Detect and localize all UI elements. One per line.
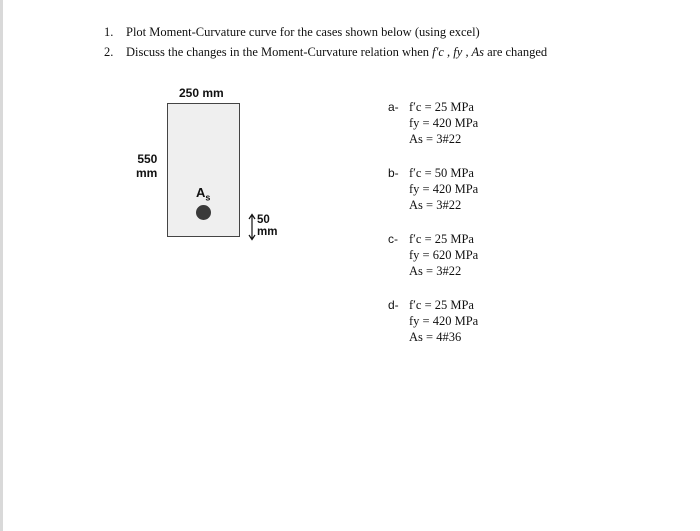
instruction-variables: f′c , fy , As [432, 45, 484, 59]
as-value: As = 3#22 [409, 132, 462, 146]
cover-unit: mm [257, 226, 278, 238]
fy-value: fy = 420 MPa [409, 314, 479, 328]
rebar-label-main: A [196, 185, 206, 200]
rebar-dot [196, 205, 211, 220]
rebar-label-sub: s [205, 192, 211, 203]
fy-value: fy = 420 MPa [409, 182, 479, 196]
case-letter: a- [388, 100, 399, 114]
cover-label [257, 214, 277, 238]
beam-width-label: 250 mm [179, 86, 224, 100]
as-value: As = 4#36 [409, 330, 462, 344]
instruction-number: 1. [104, 25, 114, 39]
instruction-text: Discuss the changes in the Moment-Curvature relation when [126, 45, 433, 59]
fy-value: fy = 620 MPa [409, 248, 479, 262]
as-value: As = 3#22 [409, 264, 462, 278]
instruction-text: Plot Moment-Curvature curve for the cases shown below (using excel) [126, 25, 480, 39]
case-letter: c- [388, 232, 398, 246]
case-parameters [409, 231, 478, 279]
as-value: As = 3#22 [409, 198, 462, 212]
fy-value: fy = 420 MPa [409, 116, 479, 130]
instruction-text-tail: are changed [483, 45, 548, 59]
fc-value: f′c = 50 MPa [409, 166, 474, 180]
case-parameters [409, 165, 478, 213]
case-parameters [409, 297, 478, 345]
rebar-label [196, 185, 210, 203]
case-parameters [409, 99, 478, 147]
fc-value: f′c = 25 MPa [409, 100, 474, 114]
case-letter: d- [388, 298, 399, 312]
instruction-number: 2. [104, 45, 114, 59]
fc-value: f′c = 25 MPa [409, 232, 474, 246]
beam-height-value: 550 [137, 152, 158, 166]
fc-value: f′c = 25 MPa [409, 298, 474, 312]
cover-value: 50 [257, 214, 270, 226]
case-letter: b- [388, 166, 399, 180]
beam-height-unit: mm [136, 166, 158, 180]
beam-height-label [136, 152, 157, 180]
cover-dimension-arrow [247, 213, 257, 241]
